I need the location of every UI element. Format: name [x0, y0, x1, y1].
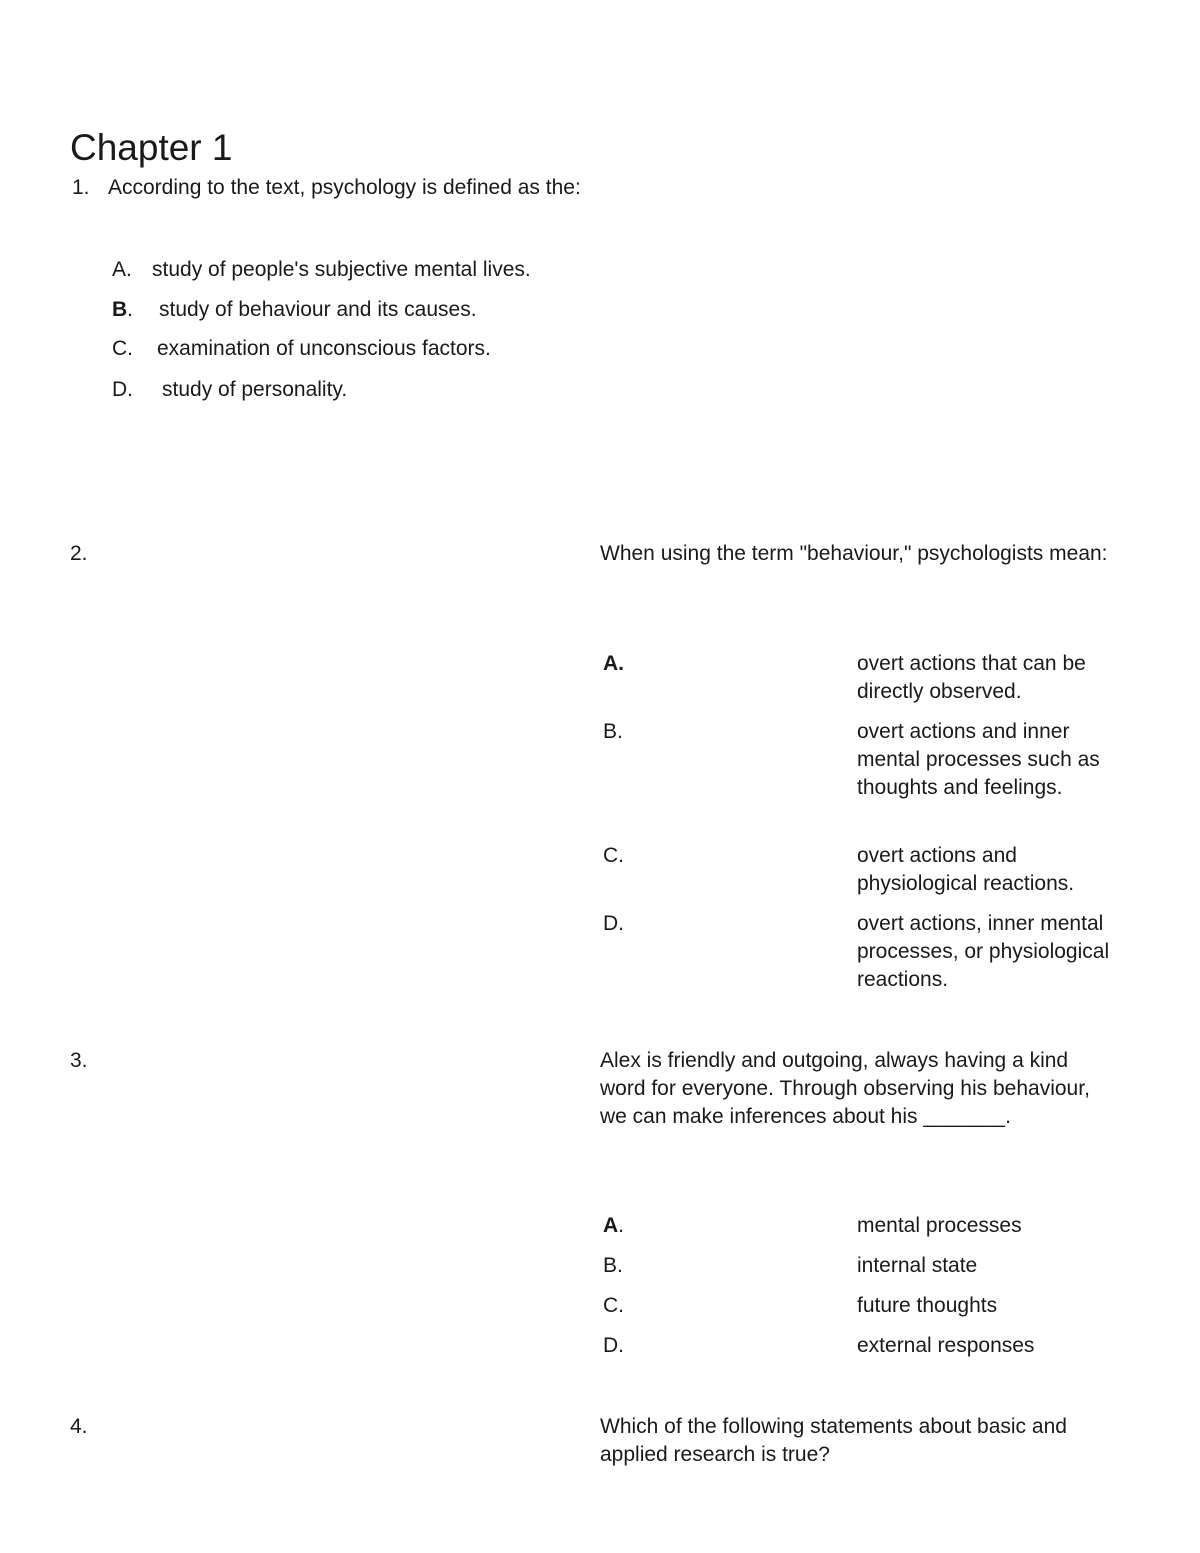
question-2-stem: When using the term "behaviour," psychologists mean: — [600, 542, 1108, 565]
question-3-option-d-letter: D. — [603, 1334, 624, 1357]
option-letter: A. — [112, 258, 132, 281]
option-text: study of personality. — [162, 378, 348, 401]
question-1-option-c — [112, 335, 491, 363]
question-2-option-d-text: overt actions, inner mental processes, or physiological reactions. — [857, 912, 1110, 991]
question-4-number: 4. — [70, 1415, 88, 1438]
question-1-number: 1. — [72, 176, 90, 199]
question-3-option-b-letter: B. — [603, 1254, 623, 1277]
option-letter: B — [112, 298, 128, 321]
question-3-stem: Alex is friendly and outgoing, always having a kind word for everyone. Through observing his behaviour, we can make inferences about his _______. — [600, 1049, 1090, 1128]
question-3-option-c-text: future thoughts — [857, 1294, 998, 1317]
option-text: study of people's subjective mental lives. — [152, 258, 531, 281]
question-3-number: 3. — [70, 1049, 88, 1072]
question-1-stem: According to the text, psychology is defined as the: — [108, 176, 581, 199]
question-4-stem: Which of the following statements about basic and applied research is true? — [600, 1415, 1067, 1466]
page-title: Chapter 1 — [70, 127, 233, 168]
question-3-option-c-letter: C. — [603, 1294, 624, 1317]
question-2-option-a-letter: A. — [603, 652, 624, 675]
option-letter-suffix: . — [127, 298, 134, 321]
question-1-option-a — [112, 256, 531, 284]
option-letter-suffix: . — [618, 1214, 625, 1237]
question-1-option-d — [112, 376, 348, 404]
question-2-option-c-letter: C. — [603, 844, 624, 867]
option-letter: C. — [112, 337, 133, 360]
option-text: examination of unconscious factors. — [157, 337, 491, 360]
question-3-option-a-letter — [603, 1212, 624, 1240]
question-3-option-d-text: external responses — [857, 1334, 1035, 1357]
question-3-option-a-text: mental processes — [857, 1214, 1022, 1237]
question-2-option-c-text: overt actions and physiological reactions. — [857, 844, 1075, 895]
question-2-option-a-text: overt actions that can be directly observed. — [857, 652, 1086, 703]
question-2-option-b-letter: B. — [603, 720, 623, 743]
question-2-option-b-text: overt actions and inner mental processes such as thoughts and feelings. — [857, 720, 1100, 799]
option-letter: A — [603, 1214, 619, 1237]
question-2-option-d-letter: D. — [603, 912, 624, 935]
question-1-option-b — [112, 296, 477, 324]
question-3-option-b-text: internal state — [857, 1254, 978, 1277]
option-letter: D. — [112, 378, 133, 401]
option-text: study of behaviour and its causes. — [159, 298, 477, 321]
question-2-number: 2. — [70, 542, 88, 565]
